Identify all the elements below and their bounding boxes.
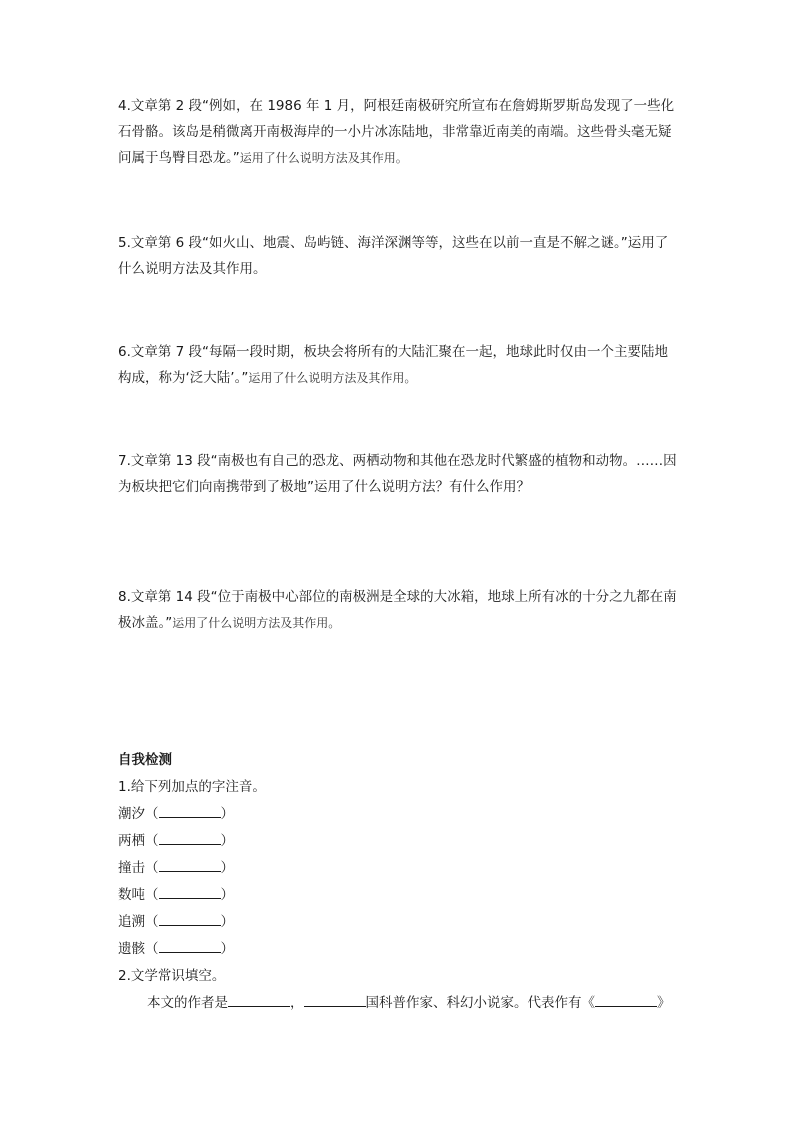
- question-6-prompt: 运用了什么说明方法及其作用。: [248, 371, 417, 385]
- paren-close: ）: [220, 914, 234, 930]
- answer-blank[interactable]: [159, 937, 221, 953]
- answer-blank[interactable]: [159, 829, 221, 845]
- fill-in-line: [118, 990, 698, 1017]
- answer-blank[interactable]: [159, 910, 221, 926]
- fill-text-3: 国科普作家、科幻小说家。代表作有《: [365, 995, 595, 1011]
- self-check-q2: 2.文学常识填空。: [118, 968, 226, 984]
- paren-close: ）: [220, 887, 234, 903]
- answer-blank[interactable]: [159, 883, 221, 899]
- paren-open: （: [145, 887, 159, 903]
- country-blank[interactable]: [304, 991, 366, 1007]
- author-blank[interactable]: [228, 991, 290, 1007]
- question-5-text: 5.文章第 6 段“如火山、地震、岛屿链、海洋深渊等等，这些在以前一直是不解之谜。”运用了什么说明方法及其作用。: [118, 235, 669, 277]
- question-8-prompt: 运用了什么说明方法及其作用。: [172, 616, 341, 630]
- pinyin-item: [118, 936, 698, 963]
- self-check-section: [118, 747, 698, 1017]
- answer-blank[interactable]: [159, 802, 221, 818]
- pinyin-word: 潮汐: [118, 806, 145, 822]
- pinyin-item: [118, 801, 698, 828]
- pinyin-word: 数吨: [118, 887, 145, 903]
- self-check-q1: 1.给下列加点的字注音。: [118, 779, 266, 795]
- paren-close: ）: [220, 806, 234, 822]
- paren-open: （: [145, 806, 159, 822]
- question-7: [118, 448, 678, 500]
- paren-open: （: [145, 833, 159, 849]
- paren-close: ）: [220, 833, 234, 849]
- question-6: [118, 339, 678, 391]
- fill-text-1: 本文的作者是: [147, 995, 228, 1011]
- question-8: [118, 584, 678, 636]
- question-5: [118, 230, 678, 282]
- pinyin-word: 追溯: [118, 914, 145, 930]
- question-6-text: 6.文章第 7 段“每隔一段时期，板块会将所有的大陆汇聚在一起，地球此时仅由一个主要陆地构成，称为‘泛大陆’。”: [118, 344, 669, 386]
- work-blank[interactable]: [595, 991, 657, 1007]
- question-8-text: 8.文章第 14 段“位于南极中心部位的南极洲是全球的大冰箱，地球上所有冰的十分之九都在南极冰盖。”: [118, 589, 677, 631]
- paren-open: （: [145, 860, 159, 876]
- paren-close: ）: [220, 941, 234, 957]
- question-4-prompt: 运用了什么说明方法及其作用。: [239, 151, 408, 165]
- pinyin-item: [118, 909, 698, 936]
- fill-text-2: ，: [290, 995, 304, 1011]
- fill-text-4: 》: [657, 995, 671, 1011]
- question-4: [118, 93, 678, 171]
- self-check-title: 自我检测: [118, 752, 172, 768]
- question-4-text: 4.文章第 2 段“例如，在 1986 年 1 月，阿根廷南极研究所宣布在詹姆斯罗斯岛发现了一些化石骨骼。该岛是稍微离开南极海岸的一小片冰冻陆地，非常靠近南美的南端。这些骨头毫无疑问属于鸟臀目恐龙。”: [118, 98, 675, 166]
- pinyin-item: [118, 882, 698, 909]
- paren-open: （: [145, 941, 159, 957]
- pinyin-item: [118, 828, 698, 855]
- pinyin-word: 撞击: [118, 860, 145, 876]
- paren-close: ）: [220, 860, 234, 876]
- pinyin-word: 遗骸: [118, 941, 145, 957]
- question-7-text: 7.文章第 13 段“南极也有自己的恐龙、两栖动物和其他在恐龙时代繁盛的植物和动物。……因为板块把它们向南携带到了极地”运用了什么说明方法？有什么作用？: [118, 453, 677, 495]
- pinyin-item: [118, 855, 698, 882]
- answer-blank[interactable]: [159, 856, 221, 872]
- paren-open: （: [145, 914, 159, 930]
- pinyin-word: 两栖: [118, 833, 145, 849]
